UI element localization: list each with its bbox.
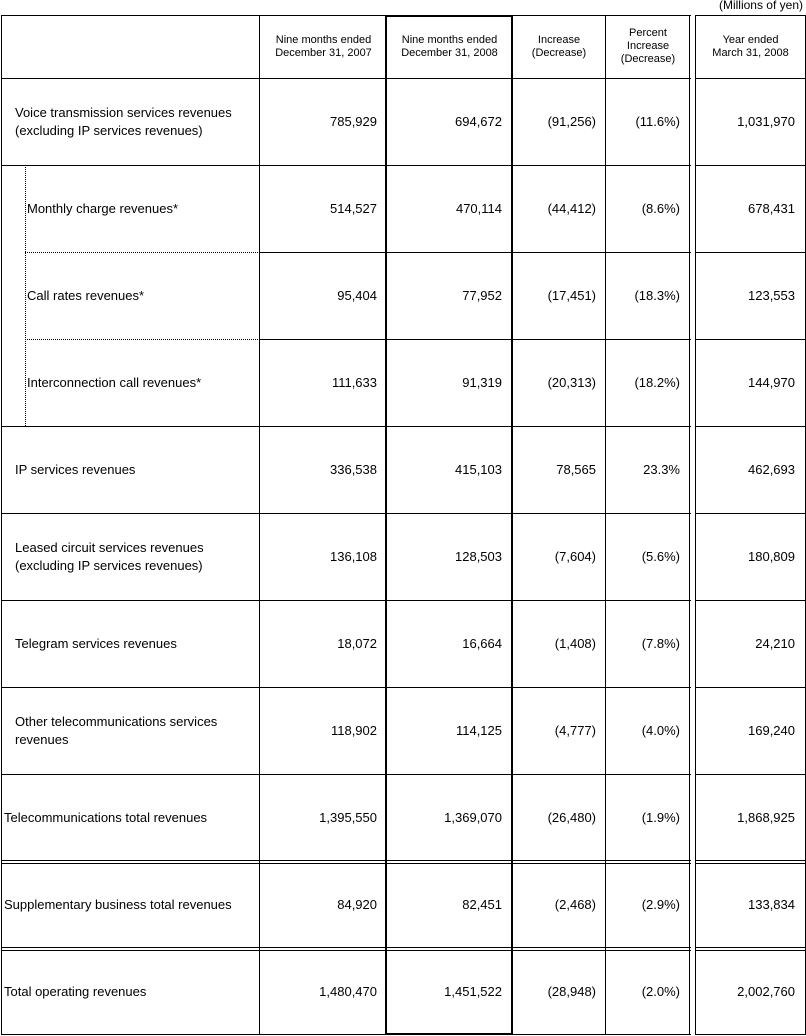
highlight-col-top	[385, 15, 513, 17]
double-rule	[1, 863, 691, 864]
row-value: 24,210	[755, 636, 795, 651]
row-value: (18.2%)	[634, 375, 680, 390]
row-rule	[696, 252, 806, 253]
column-header-5: Year ended March 31, 2008	[712, 33, 789, 59]
highlight-col-left	[385, 15, 387, 1035]
column-header-4: Percent Increase (Decrease)	[620, 27, 676, 65]
row-label: Monthly charge revenues*	[27, 200, 179, 216]
row-value: 111,633	[331, 375, 377, 390]
row-value: 169,240	[748, 723, 795, 738]
row-value: (7.8%)	[641, 636, 680, 651]
row-value: (28,948)	[547, 984, 596, 999]
column-header-2: Nine months ended December 31, 2008	[401, 33, 498, 59]
row-value: (17,451)	[547, 288, 596, 303]
column-header-1: Nine months ended December 31, 2007	[275, 33, 372, 59]
row-label: Telegram services revenues	[15, 635, 177, 651]
row-rule-dotted	[25, 165, 260, 166]
row-rule	[260, 252, 691, 253]
row-value: 78,565	[556, 462, 596, 477]
row-value: (26,480)	[547, 810, 596, 825]
row-value: 118,902	[330, 723, 377, 738]
col-divider	[605, 15, 606, 1035]
double-rule	[1, 860, 691, 861]
row-label: Call rates revenues*	[27, 287, 145, 303]
row-rule-dotted	[25, 252, 260, 253]
row-label: IP services revenues	[15, 461, 136, 477]
table-border-left	[1, 15, 2, 1035]
row-value: 18,072	[337, 636, 377, 651]
row-value: 23.3%	[643, 462, 680, 477]
row-value: 462,693	[748, 462, 795, 477]
row-rule	[696, 165, 806, 166]
row-value: 123,553	[748, 288, 795, 303]
row-value: 114,125	[455, 723, 502, 738]
row-value: 514,527	[330, 201, 377, 216]
double-rule	[1, 947, 691, 948]
row-rule	[260, 339, 691, 340]
row-value: 2,002,760	[737, 984, 795, 999]
row-value: (1,408)	[554, 636, 596, 651]
table-border-bottom	[1, 1034, 691, 1035]
row-value: 1,395,550	[319, 810, 377, 825]
double-rule	[1, 950, 691, 951]
row-value: (11.6%)	[635, 114, 680, 129]
row-rule	[696, 426, 806, 427]
row-value: 84,920	[337, 897, 377, 912]
highlight-col-right	[511, 15, 513, 1035]
row-value: (4,777)	[554, 723, 596, 738]
row-value: 694,672	[455, 114, 502, 129]
col-divider	[695, 15, 696, 1035]
row-label: Voice transmission services revenues (excluding IP services revenues)	[15, 104, 232, 138]
row-value: (8.6%)	[641, 201, 680, 216]
row-rule	[696, 687, 806, 688]
row-value: 128,503	[455, 549, 502, 564]
row-label: Other telecommunications services revenues	[15, 713, 218, 747]
row-value: (1.9%)	[641, 810, 680, 825]
row-value: 1,451,522	[444, 984, 502, 999]
double-rule	[696, 947, 806, 948]
row-value: (20,313)	[547, 375, 596, 390]
row-rule	[696, 339, 806, 340]
row-value: 336,538	[330, 462, 377, 477]
column-header-3: Increase (Decrease)	[531, 33, 587, 59]
col-divider	[689, 15, 690, 1035]
subrow-indent-dotted	[25, 165, 26, 426]
row-rule	[696, 600, 806, 601]
row-value: 470,114	[455, 201, 502, 216]
row-value: 136,108	[330, 549, 377, 564]
row-value: 180,809	[748, 549, 795, 564]
row-label: Total operating revenues	[4, 983, 147, 999]
row-label: Supplementary business total revenues	[4, 896, 232, 912]
table-border-bottom-right	[696, 1034, 806, 1035]
row-value: (2,468)	[554, 897, 596, 912]
col-divider	[259, 15, 260, 1035]
row-value: 1,868,925	[737, 810, 795, 825]
row-value: (44,412)	[547, 201, 596, 216]
table-border-top	[1, 15, 691, 16]
row-rule	[1, 774, 691, 775]
row-value: (2.0%)	[641, 984, 680, 999]
row-value: (7,604)	[554, 549, 596, 564]
table-border-top-right	[696, 15, 806, 16]
row-value: 1,480,470	[319, 984, 377, 999]
row-label: Interconnection call revenues*	[27, 374, 202, 390]
row-value: 1,369,070	[444, 810, 502, 825]
row-value: 91,319	[462, 375, 502, 390]
row-label: Leased circuit services revenues (excluding IP services revenues)	[15, 539, 204, 573]
row-rule	[696, 78, 806, 79]
row-rule	[696, 774, 806, 775]
row-value: 415,103	[455, 462, 502, 477]
row-value: 1,031,970	[737, 114, 795, 129]
row-value: 678,431	[748, 201, 795, 216]
double-rule	[696, 950, 806, 951]
row-value: (91,256)	[547, 114, 596, 129]
row-value: (18.3%)	[634, 288, 680, 303]
row-rule	[1, 78, 691, 79]
double-rule	[696, 863, 806, 864]
row-value: (2.9%)	[641, 897, 680, 912]
row-rule	[1, 600, 691, 601]
row-value: 95,404	[337, 288, 377, 303]
row-value: 77,952	[462, 288, 502, 303]
unit-label: (Millions of yen)	[718, 0, 803, 12]
row-label: Telecommunications total revenues	[4, 809, 208, 825]
row-rule	[1, 687, 691, 688]
row-value: 144,970	[748, 375, 795, 390]
row-value: 133,834	[748, 897, 795, 912]
row-value: 16,664	[462, 636, 502, 651]
double-rule	[696, 860, 806, 861]
row-rule	[1, 513, 691, 514]
row-rule	[1, 426, 691, 427]
row-value: 82,451	[462, 897, 502, 912]
highlight-col-bottom	[385, 1033, 513, 1035]
row-value: 785,929	[330, 114, 377, 129]
row-value: (5.6%)	[641, 549, 680, 564]
row-rule-dotted	[25, 339, 260, 340]
row-value: (4.0%)	[641, 723, 680, 738]
row-rule	[696, 513, 806, 514]
